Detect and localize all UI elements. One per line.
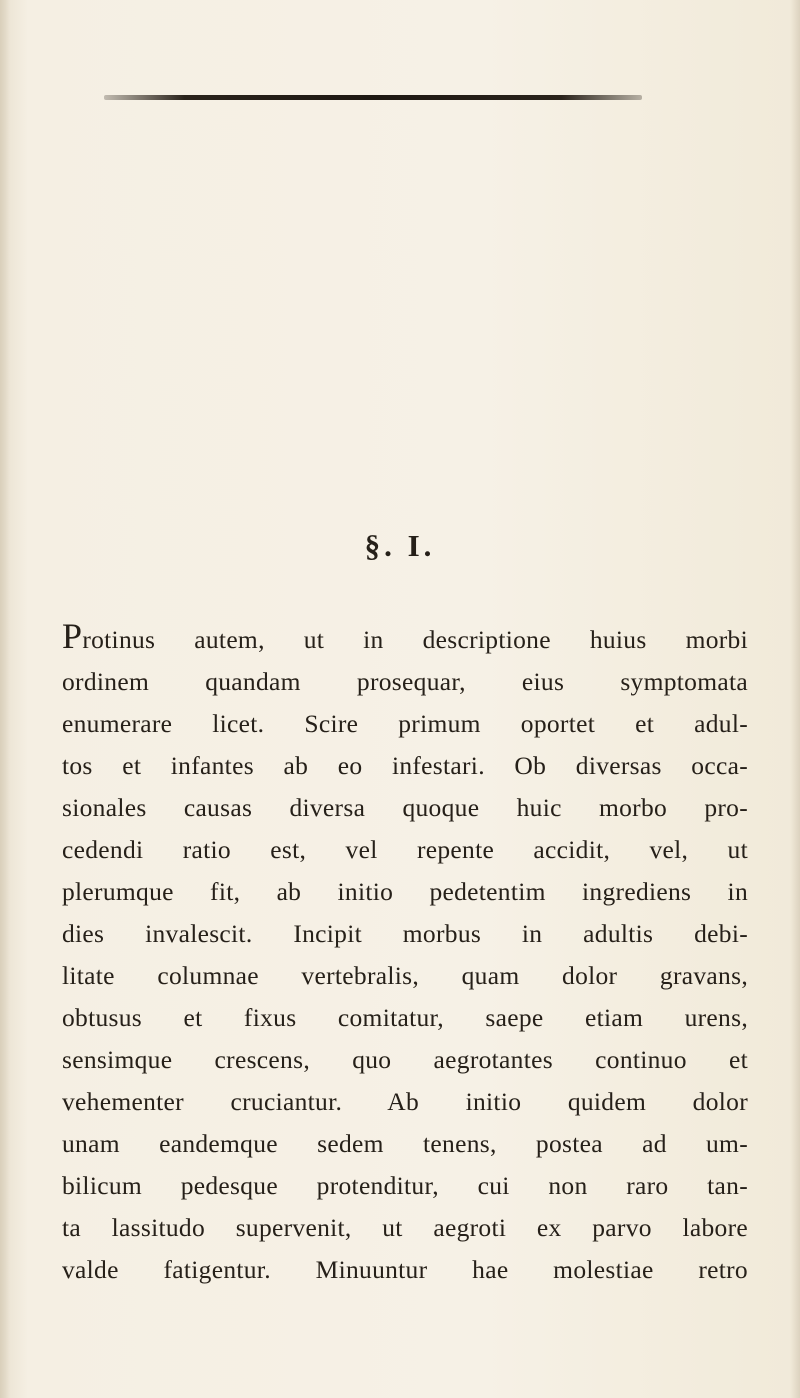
text-line: cedendi ratio est, vel repente accidit, vel, ut [62, 835, 748, 864]
initial-letter: P [62, 616, 83, 656]
text-line: Protinus autem, ut in descriptione huius morbi [62, 616, 748, 656]
header-rule [104, 95, 642, 100]
paragraph [62, 616, 748, 1291]
text-line: tos et infantes ab eo infestari. Ob diversas occa- [62, 751, 748, 780]
page-binding-shadow [0, 0, 10, 1398]
text-line: enumerare licet. Scire primum oportet et adul- [62, 709, 748, 738]
section-heading: §. I. [364, 528, 436, 563]
text-line: ordinem quandam prosequar, eius symptomata [62, 667, 748, 696]
text-line: obtusus et fixus comitatur, saepe etiam urens, [62, 1003, 748, 1032]
text-line: ta lassitudo supervenit, ut aegroti ex parvo labore [62, 1213, 748, 1242]
text-line: valde fatigentur. Minuuntur hae molestiae retro [62, 1255, 748, 1284]
page-edge-shadow [790, 0, 800, 1398]
text-line: sensimque crescens, quo aegrotantes continuo et [62, 1045, 748, 1074]
text-line: unam eandemque sedem tenens, postea ad um- [62, 1129, 748, 1158]
text-line: sionales causas diversa quoque huic morbo pro- [62, 793, 748, 822]
text-line: plerumque fit, ab initio pedetentim ingrediens in [62, 877, 748, 906]
text-line: bilicum pedesque protenditur, cui non raro tan- [62, 1171, 748, 1200]
text-line: vehementer cruciantur. Ab initio quidem dolor [62, 1087, 748, 1116]
text-line: litate columnae vertebralis, quam dolor gravans, [62, 961, 748, 990]
text-line: dies invalescit. Incipit morbus in adultis debi- [62, 919, 748, 948]
